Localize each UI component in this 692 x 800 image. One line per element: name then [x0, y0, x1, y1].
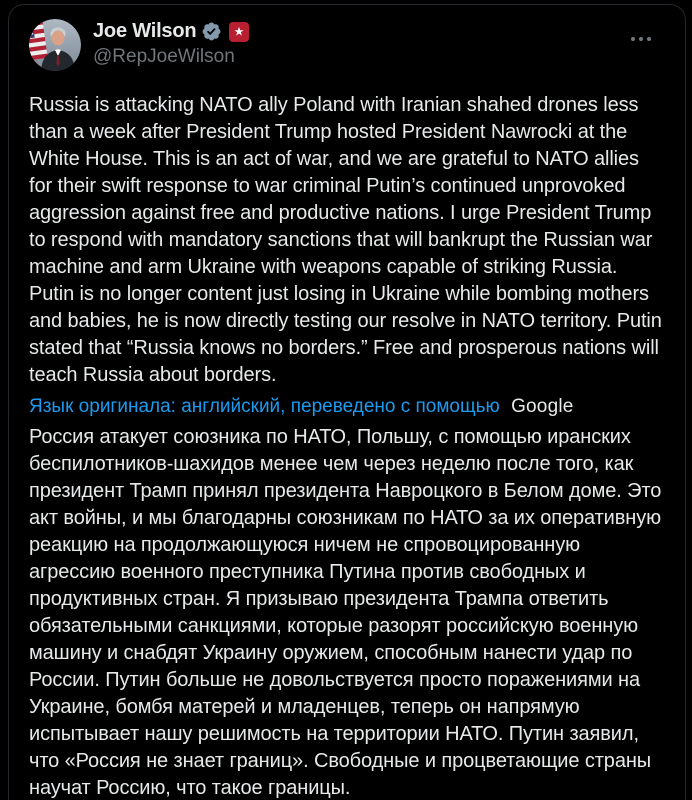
display-name[interactable]: Joe Wilson [93, 20, 197, 42]
tweet-card [8, 4, 686, 800]
avatar[interactable] [29, 19, 81, 71]
avatar-photo [29, 19, 81, 71]
tweet-header [29, 19, 665, 71]
identity-block [93, 19, 249, 68]
affiliate-badge-icon [229, 22, 249, 42]
tweet-text-original: Russia is attacking NATO ally Poland with Iranian shahed drones less than a week after President Trump hosted President Nawrocki at the White House. This is an act of war, and we are grateful to NATO allies for their swift response to war criminal Putin’s continued unprovoked aggression against free and productive nations. I urge President Trump to respond with mandatory sanctions that will bankrupt the Russian war machine and arm Ukraine with weapons capable of striking Russia. Putin is no longer content just losing in Ukraine while bombing mothers and babies, he is now directly testing our resolve in NATO territory. Putin stated that “Russia knows no borders.” Free and prosperous nations will teach Russia about borders. [29, 94, 662, 386]
tweet-text-translated: Россия атакует союзника по НАТО, Польшу, с помощью иранских беспилотников-шахидов менее чем через неделю после того, как президент Трамп принял президента Навроцкого в Белом доме. Это акт войны, и мы благодарны союзникам по НАТО за их оперативную реакцию на продолжающуюся ничем не спровоцированную агрессию военного преступника Путина против свободных и продуктивных стран. Я призываю президента Трампа ответить обязательными санкциями, которые разорят российскую военную машину и снабдят Украину оружием, способным нанести удар по России. Путин больше не довольствуется просто поражениями на Украине, бомбя матерей и младенцев, теперь он напрямую испытывает нашу решимость на территории НАТО. Путин заявил, что «Россия не знает границ». Свободные и процветающие страны научат Россию, что такое границы. [29, 426, 662, 799]
user-handle[interactable]: @RepJoeWilson [93, 46, 235, 67]
google-logo: Google [511, 396, 574, 417]
verified-badge-icon [201, 21, 222, 42]
translation-note-link[interactable]: Язык оригинала: английский, переведено с помощью [29, 396, 500, 417]
more-options-icon[interactable] [625, 31, 657, 47]
translation-attribution [29, 394, 667, 419]
